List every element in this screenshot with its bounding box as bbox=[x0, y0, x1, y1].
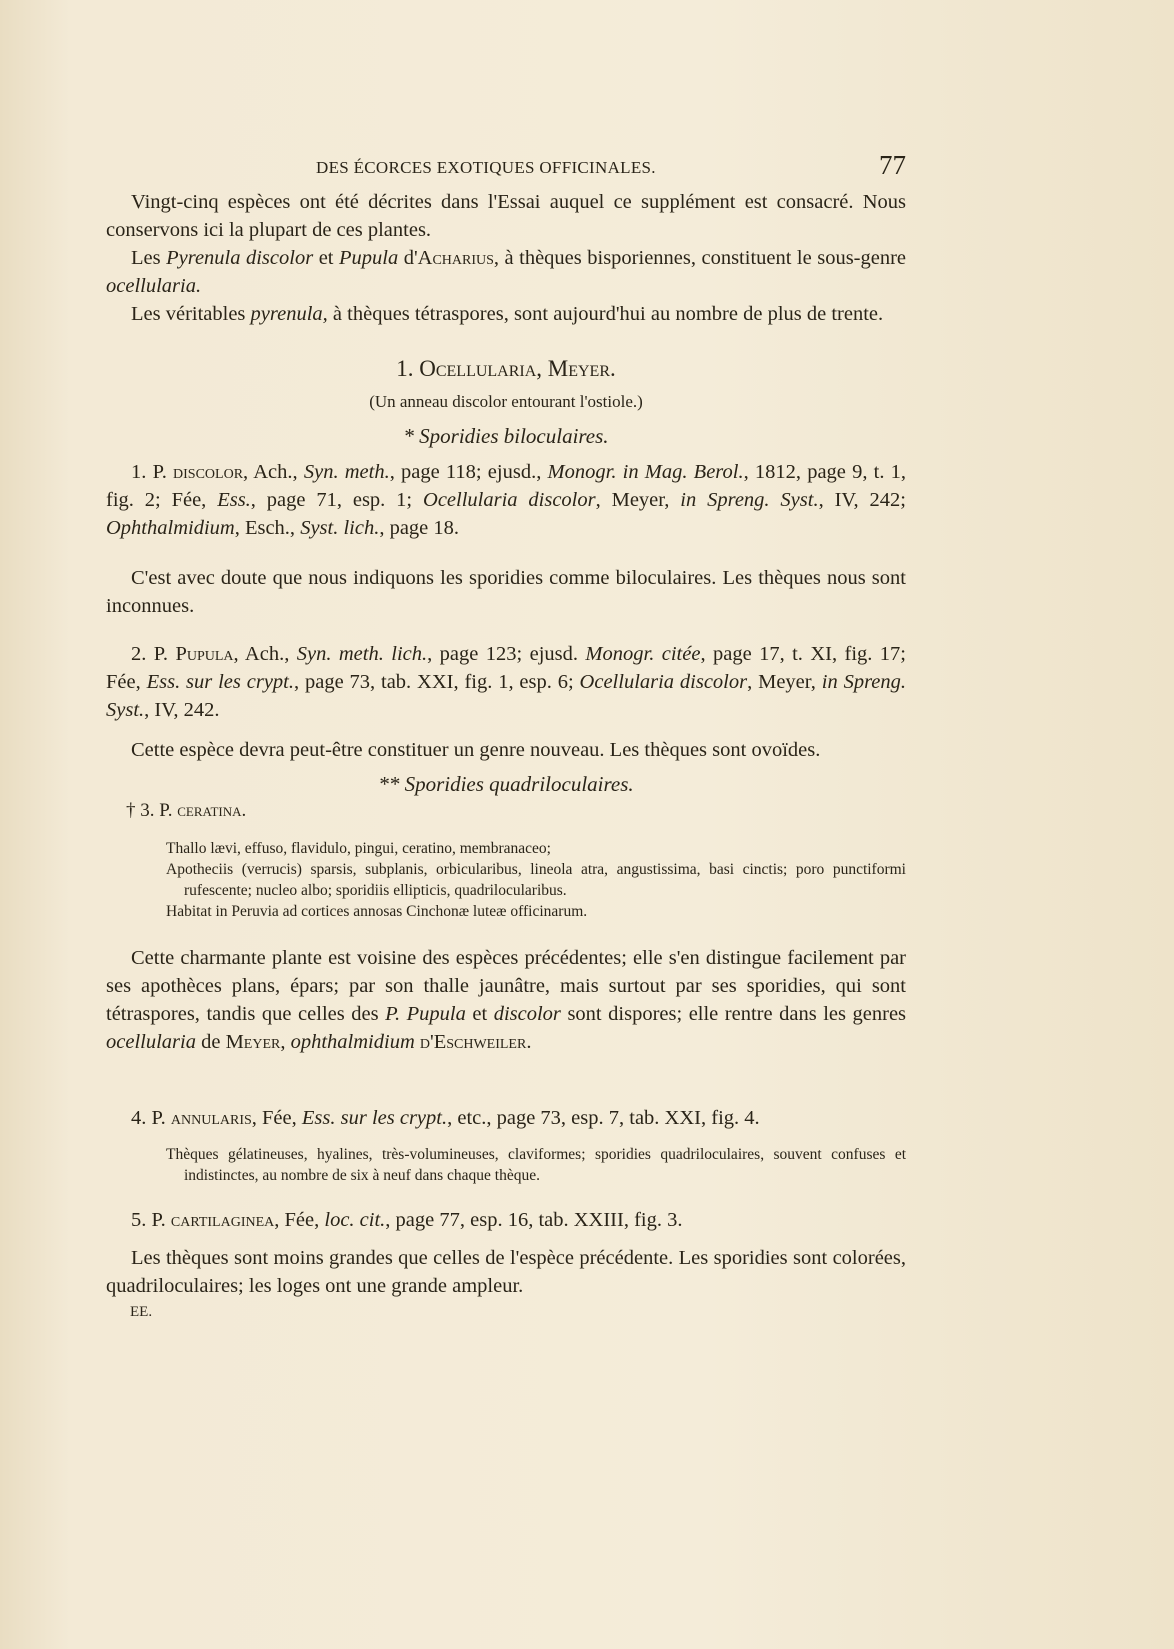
running-title: DES ÉCORCES EXOTIQUES OFFICINALES. bbox=[316, 158, 656, 177]
citation: Ess. sur les crypt. bbox=[301, 1107, 448, 1129]
species-2-note bbox=[106, 736, 906, 764]
species-number: 1. P. bbox=[131, 461, 167, 483]
text: , IV, 242. bbox=[144, 699, 220, 721]
citation: in Spreng. Syst. bbox=[680, 489, 819, 511]
species-1-reference bbox=[106, 458, 906, 542]
citation: Monogr. in Mag. Berol. bbox=[547, 461, 744, 483]
text: , etc., page 73, esp. 7, tab. XXI, fig. 4. bbox=[447, 1107, 760, 1129]
species-name: ceratina. bbox=[177, 800, 247, 821]
species-2-reference bbox=[106, 640, 906, 724]
text: , page 118; ejusd., bbox=[389, 461, 542, 483]
genus-name: ocellularia. bbox=[106, 275, 202, 297]
taxon-name: Ocellularia discolor bbox=[423, 489, 596, 511]
text: , Esch., bbox=[234, 517, 296, 539]
species-number: 2. P. bbox=[131, 643, 169, 665]
species-3-latin-description bbox=[166, 838, 906, 922]
taxon-name: discolor bbox=[493, 1003, 561, 1025]
species-1-note bbox=[106, 564, 906, 620]
taxon-name: Ocellularia discolor bbox=[579, 671, 748, 693]
note-text: Les thèques sont moins grandes que celles de l'espèce précédente. Les sporidies sont colorées, quadriloculaires; les loges ont une grande ampleur. bbox=[106, 1247, 906, 1297]
citation: Syn. meth. bbox=[303, 461, 390, 483]
note-text: Cette espèce devra peut-être constituer un genre nouveau. Les thèques sont ovoïdes. bbox=[131, 739, 821, 761]
text: , 1812, page 9, t. 1, fig. 2; Fée, bbox=[106, 461, 907, 511]
intro-paragraph-2 bbox=[106, 244, 906, 300]
species-name: cartilaginea bbox=[170, 1209, 275, 1231]
text: Les bbox=[131, 247, 161, 269]
group-heading-biloculaires: * Sporidies biloculaires. bbox=[403, 424, 609, 448]
genus-name: pyrenula, bbox=[250, 303, 328, 325]
text: , page 123; ejusd. bbox=[427, 643, 579, 665]
text: sont dispores; elle rentre dans les genres bbox=[567, 1003, 907, 1025]
author-name: Meyer bbox=[225, 1031, 281, 1053]
text: , page 71, esp. 1; bbox=[250, 489, 413, 511]
comma: , bbox=[536, 356, 543, 381]
page-header bbox=[106, 150, 906, 190]
taxon-name: Pyrenula discolor bbox=[166, 247, 314, 269]
genus-name: ophthalmidium bbox=[290, 1031, 415, 1053]
text: Cette charmante plante est voisine des espèces précédentes; elle s'en distingue facilement par ses apothèces plans, épars; par son thalle jaunâtre, mais surtout par ses sporidies, qui sont tétraspores, tandis que celles des bbox=[106, 947, 906, 1025]
text: , bbox=[280, 1031, 286, 1053]
species-4-description bbox=[166, 1144, 906, 1186]
text: , à thèques bisporiennes, constituent le sous-genre bbox=[493, 247, 907, 269]
species-name: annularis bbox=[170, 1107, 252, 1129]
signature: EE. bbox=[130, 1304, 153, 1320]
section-subtitle: (Un anneau discolor entourant l'ostiole.) bbox=[369, 392, 643, 411]
taxon-name: Ophthalmidium bbox=[106, 517, 235, 539]
citation: Syst. lich. bbox=[300, 517, 380, 539]
author-name: d'Eschweiler. bbox=[419, 1031, 532, 1053]
taxon-name: Pupula bbox=[338, 247, 399, 269]
page-number: 77 bbox=[879, 150, 906, 180]
citation: in Spreng. Syst. bbox=[106, 671, 907, 721]
author-name: Acharius bbox=[417, 247, 494, 269]
citation: Monogr. citée bbox=[585, 643, 701, 665]
description-text: Thèques gélatineuses, hyalines, très-volumineuses, claviformes; sporidies quadriloculaires, souvent confuses et indistinctes, au nombre de six à neuf dans chaque thèque. bbox=[166, 1146, 906, 1184]
text: , Meyer, bbox=[595, 489, 670, 511]
species-number: 5. P. bbox=[131, 1209, 166, 1231]
text: , Ach., bbox=[233, 643, 290, 665]
intro-paragraph-1: Vingt-cinq espèces ont été décrites dans l'Essai auquel ce supplément est consacré. Nous conservons ici la plupart de ces plantes. bbox=[106, 191, 906, 241]
text: à thèques tétraspores, sont aujourd'hui au nombre de plus de trente. bbox=[332, 303, 884, 325]
section-title: Ocellularia bbox=[419, 356, 537, 381]
species-3-note bbox=[106, 944, 906, 1056]
species-number: † 3. P. bbox=[126, 800, 173, 821]
text: , Meyer, bbox=[747, 671, 816, 693]
text: , page 73, tab. XXI, fig. 1, esp. 6; bbox=[294, 671, 574, 693]
text: et bbox=[318, 247, 334, 269]
citation: Ess. bbox=[217, 489, 251, 511]
section-number: 1. bbox=[396, 356, 414, 381]
note-text: C'est avec doute que nous indiquons les sporidies comme biloculaires. Les thèques nous sont inconnues. bbox=[106, 567, 906, 617]
genus-name: ocellularia bbox=[106, 1031, 196, 1053]
text: d' bbox=[403, 247, 418, 269]
species-number: 4. P. bbox=[131, 1107, 166, 1129]
species-name: discolor bbox=[173, 461, 244, 483]
citation: Ess. sur les crypt. bbox=[146, 671, 294, 693]
text: Les véritables bbox=[131, 303, 246, 325]
group-heading-quadriloculaires: ** Sporidies quadriloculaires. bbox=[378, 772, 634, 796]
latin-line: Habitat in Peruvia ad cortices annosas Cinchonæ luteæ officinarum. bbox=[166, 903, 588, 920]
text: , Fée, bbox=[251, 1107, 297, 1129]
intro-paragraph-3 bbox=[106, 300, 906, 328]
latin-line: Thallo lævi, effuso, flavidulo, pingui, ceratino, membranaceo; bbox=[166, 840, 551, 857]
text: , Fée, bbox=[274, 1209, 320, 1231]
text: , page 18. bbox=[379, 517, 460, 539]
species-name: Pupula bbox=[175, 643, 234, 665]
text: , page 17, t. XI, fig. 17; Fée, bbox=[106, 643, 906, 693]
text: de bbox=[201, 1031, 221, 1053]
section-author: Meyer. bbox=[547, 356, 616, 381]
text: , Ach., bbox=[243, 461, 298, 483]
taxon-name: P. Pupula bbox=[385, 1003, 466, 1025]
species-5-reference bbox=[106, 1206, 906, 1234]
species-4-reference bbox=[106, 1104, 906, 1132]
species-5-note bbox=[106, 1244, 906, 1300]
citation: Syn. meth. lich. bbox=[296, 643, 428, 665]
citation: loc. cit. bbox=[324, 1209, 386, 1231]
intro-block bbox=[106, 188, 906, 328]
text: et bbox=[472, 1003, 488, 1025]
text: , IV, 242; bbox=[818, 489, 907, 511]
section-heading bbox=[106, 356, 906, 382]
text: , page 77, esp. 16, tab. XXIII, fig. 3. bbox=[385, 1209, 683, 1231]
latin-line: Apotheciis (verrucis) sparsis, subplanis, orbicularibus, lineola atra, angustissima, basi cinctis; poro punctiformi rufescente; nucleo albo; sporidiis ellipticis, quadrilocularibus. bbox=[166, 861, 906, 899]
species-3-heading bbox=[106, 800, 906, 822]
